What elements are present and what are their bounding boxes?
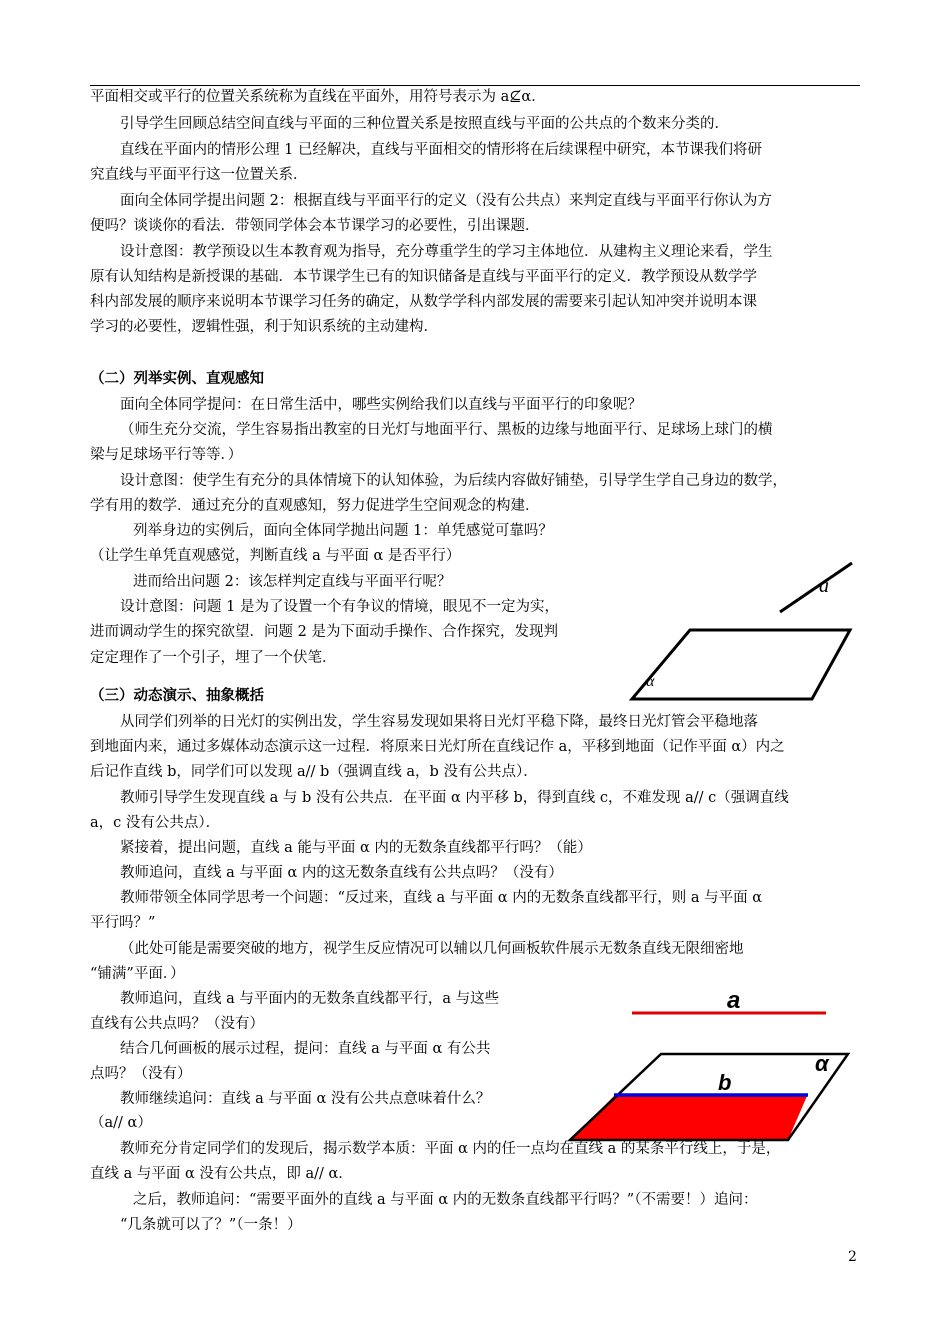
text-line: 之后，教师追问：“需要平面外的直线 a 与平面 α 内的无数条直线都平行吗？”（不需要！）追问： xyxy=(133,1192,758,1208)
text-line: 教师充分肯定同学们的发现后，揭示数学本质：平面 α 内的任一点均在直线 a 的某条平行线上，于是， xyxy=(120,1141,781,1157)
text-line: 面向全体同学提问：在日常生活中，哪些实例给我们以直线与平面平行的印象呢？ xyxy=(120,397,642,413)
text-line: 面向全体同学提出问题 2：根据直线与平面平行的定义（没有公共点）来判定直线与平面平行你认为方 xyxy=(120,193,772,209)
text-line: 设计意图：使学生有充分的具体情境下的认知体验，为后续内容做好铺垫，引导学生学自己身边的数学， xyxy=(120,473,787,489)
text-line: （a// α） xyxy=(90,1115,152,1131)
header-rule xyxy=(90,85,860,86)
text-line: 直线 a 与平面 α 没有公共点，即 a// α． xyxy=(90,1166,353,1182)
text-line: 结合几何画板的展示过程，提问：直线 a 与平面 α 有公共 xyxy=(120,1041,491,1057)
text-line: 列举身边的实例后，面向全体同学抛出问题 1：单凭感觉可靠吗？ xyxy=(133,523,553,539)
page-number: 2 xyxy=(848,1249,857,1265)
text-line: 进而给出问题 2：该怎样判定直线与平面平行呢？ xyxy=(133,574,452,590)
text-line: 原有认知结构是新授课的基础．本节课学生已有的知识储备是直线与平面平行的定义．教学预设从数学学 xyxy=(90,269,757,285)
text-line: 平面相交或平行的位置关系统称为直线在平面外，用符号表示为 a⊈α． xyxy=(90,89,546,105)
text-line: 教师带领全体同学思考一个问题：“反过来，直线 a 与平面 α 内的无数条直线都平行，则 a 与平面 α xyxy=(120,890,763,906)
text-line: 学习的必要性，逻辑性强，利于知识系统的主动建构． xyxy=(90,319,438,335)
text-line: 学有用的数学．通过充分的直观感知，努力促进学生空间观念的构建． xyxy=(90,498,540,514)
plane-alpha xyxy=(632,630,850,699)
label-alpha: α xyxy=(815,1051,829,1076)
text-line: 教师引导学生发现直线 a 与 b 没有公共点．在平面 α 内平移 b，得到直线 c，不难发现 a// c（强调直线 xyxy=(120,790,789,806)
text-line: 教师继续追问：直线 a 与平面 α 没有公共点意味着什么？ xyxy=(120,1091,491,1107)
text-line: （让学生单凭直观感觉，判断直线 a 与平面 α 是否平行） xyxy=(90,548,461,564)
text-line: 紧接着，提出问题，直线 a 能与平面 α 内的无数条直线都平行吗？（能） xyxy=(120,840,592,856)
text-line: 定定理作了一个引子，埋了一个伏笔． xyxy=(90,650,337,666)
text-line: 直线有公共点吗？（没有） xyxy=(90,1016,264,1032)
text-line: “铺满”平面．） xyxy=(90,966,185,982)
text-line: 设计意图：问题 1 是为了设置一个有争议的情境，眼见不一定为实， xyxy=(120,599,559,615)
text-line: a，c 没有公共点）． xyxy=(90,815,221,831)
section-heading: （三）动态演示、抽象概括 xyxy=(90,688,264,704)
text-line: 后记作直线 b，同学们可以发现 a// b（强调直线 a，b 没有公共点）． xyxy=(90,764,538,780)
text-line: 设计意图：教学预设以生本教育观为指导，充分尊重学生的学习主体地位．从建构主义理论来看，学生 xyxy=(120,244,773,260)
text-line: 从同学们列举的日光灯的实例出发，学生容易发现如果将日光灯平稳下降，最终日光灯管会平稳地落 xyxy=(120,714,758,730)
text-line: 科内部发展的顺序来说明本节课学习任务的确定，从数学学科内部发展的需要来引起认知冲突并说明本课 xyxy=(90,294,757,310)
label-a: a xyxy=(819,575,829,597)
text-line: “几条就可以了？”（一条！） xyxy=(120,1217,302,1233)
label-alpha: α xyxy=(646,673,655,690)
label-a: a xyxy=(727,987,741,1014)
figure-parallel-demo xyxy=(560,985,860,1145)
text-line: 便吗？谈谈你的看法．带领同学体会本节课学习的必要性，引出课题． xyxy=(90,218,540,234)
label-b: b xyxy=(718,1070,732,1095)
text-line: 教师追问，直线 a 与平面 α 内的这无数条直线有公共点吗？（没有） xyxy=(120,865,563,881)
plane-fill-red xyxy=(570,1096,807,1140)
text-line: （师生充分交流，学生容易指出教室的日光灯与地面平行、黑板的边缘与地面平行、足球场上球门的横 xyxy=(120,422,773,438)
text-line: 究直线与平面平行这一位置关系． xyxy=(90,167,308,183)
text-line: 进而调动学生的探究欲望．问题 2 是为下面动手操作、合作探究，发现判 xyxy=(90,624,558,640)
text-line: 引导学生回顾总结空间直线与平面的三种位置关系是按照直线与平面的公共点的个数来分类的． xyxy=(120,116,729,132)
text-line: 梁与足球场平行等等．） xyxy=(90,447,243,463)
figure-line-above-plane xyxy=(620,555,860,710)
text-line: 点吗？（没有） xyxy=(90,1066,192,1082)
text-line: 到地面内来，通过多媒体动态演示这一过程．将原来日光灯所在直线记作 a，平移到地面（记作平面 α）内之 xyxy=(90,739,785,755)
section-heading: （二）列举实例、直观感知 xyxy=(90,371,264,387)
text-line: 平行吗？” xyxy=(90,915,156,931)
text-line: 教师追问，直线 a 与平面内的无数条直线都平行，a 与这些 xyxy=(120,991,500,1007)
text-line: （此处可能是需要突破的地方，视学生反应情况可以辅以几何画板软件展示无数条直线无限细密地 xyxy=(120,941,744,957)
line-a xyxy=(780,563,852,612)
text-line: 直线在平面内的情形公理 1 已经解决，直线与平面相交的情形将在后续课程中研究，本节课我们将研 xyxy=(120,142,762,158)
